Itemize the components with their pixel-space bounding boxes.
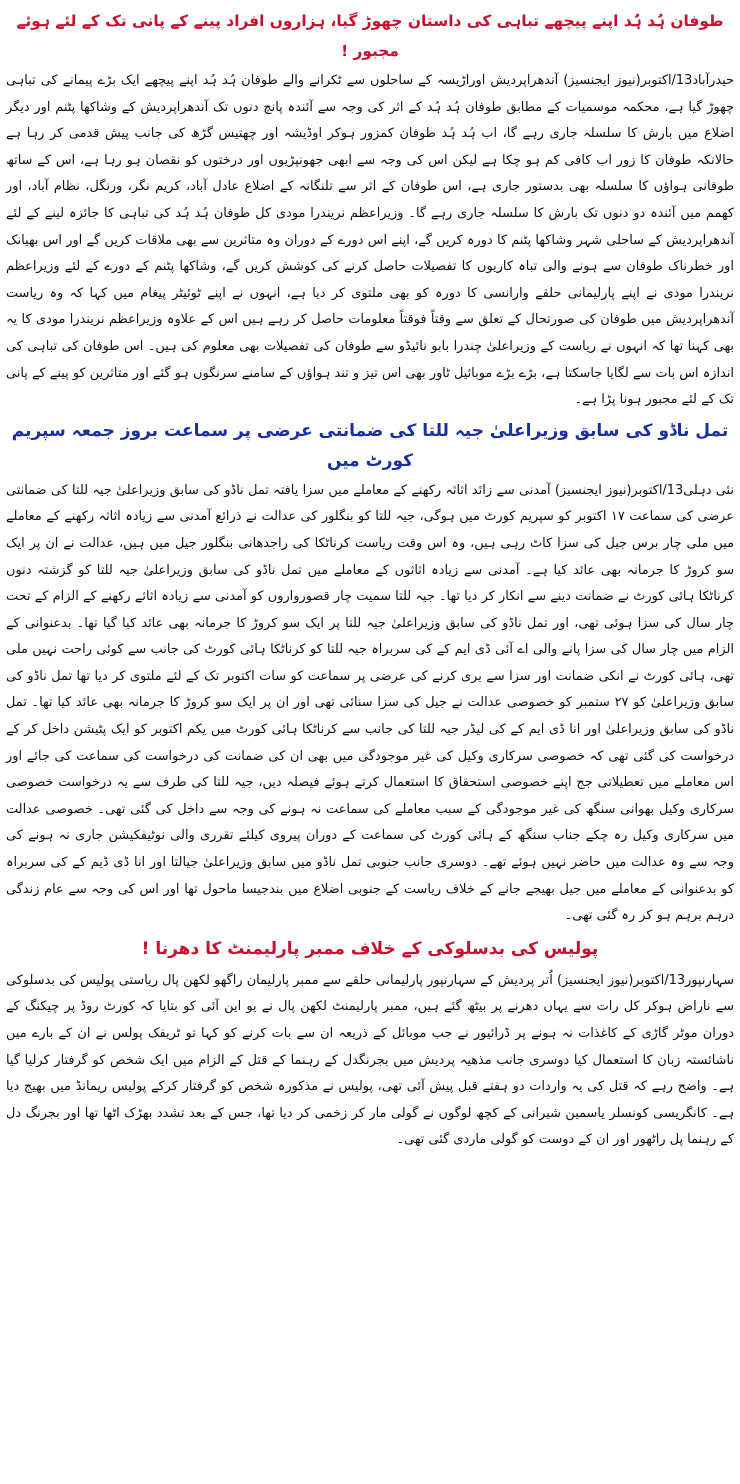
headline-jayalalitha-bail-hearing: تمل ناڈو کی سابق وزیراعلیٰ جیہ للتا کی ضمانتی عرضی پر سماعت بروز جمعہ سپریم کورٹ میں (11, 420, 729, 471)
article-body-jayalalitha-bail-hearing: نئی دہلی13/اکتوبر(نیوز ایجنسیز) آمدنی سے زائد اثاثہ رکھنے کے معاملے میں سزا یافتہ تمل ناڈو کی سابق وزیراعلیٰ جیہ للتا کی ضمانتی عرضی کی سماعت ۱۷ اکتوبر کو سپریم کورٹ میں ہوگی، جیہ للتا کو بنگلور کی عدالت نے ذرائع آمدنی سے زیادہ اثاثہ رکھنے کے معاملے میں ملی چار برس جیل کی سزا کاٹ رہی ہیں، وہ اس وقت ریاست کرناٹکا کی راجدھانی بنگلور جیل میں ہیں، عدالت نے ان پر ایک سو کروڑ کا جرمانہ بھی عائد کیا ہے۔ آمدنی سے زیادہ اثاثوں کے معاملے میں تمل ناڈو کی سابق وزیراعلیٰ جیہ للتا کو گزشتہ دنوں کرناٹکا ہائی کورٹ نے ضمانت دینے سے انکار کر دیا تھا۔ جیہ للتا سمیت چار قصورواروں کو آمدنی سے زیادہ اثاثے رکھنے کے الزام کے تحت چار سال کی سزا ہوئی تھی، اور تمل ناڈو کی سابق وزیراعلیٰ جیہ للتا پر ایک سو کروڑ کا جرمانہ بھی عائد کیا گیا تھا۔ بدعنوانی کے الزام میں چار سال کی سزا پانے والی اے آئی ڈی ایم کے کی سربراہ جیہ للتا کو کرناٹکا ہائی کورٹ کی جانب سے کوئی راحت نہیں ملی تھی، ہائی کورٹ نے انکی ضمانت اور سزا سے بری کرنے کی عرضی پر سماعت کو سات اکتوبر تک کے لئے ملتوی کر دیا تھا تمل ناڈو کی سابق وزیراعلیٰ کو ۲۷ ستمبر کو خصوصی عدالت نے جیل کی سزا سنائی تھی اور ان پر ایک سو کروڑ کا جرمانہ بھی عائد کیا تھا۔ تمل ناڈو کی سابق وزیراعلیٰ اور انا ڈی ایم کے کی لیڈر جیہ للتا کی جانب سے کرناٹکا ہائی کورٹ میں یکم اکتوبر کو ایک پٹیشن داخل کر کے درخواست کی گئی تھی کہ خصوصی سرکاری وکیل کی غیر موجودگی میں بھی ان کی ضمانت کی درخواست کی سماعت کی جائے اور اس معاملے میں تعطیلاتی جج اپنے خصوصی استحقاق کا استعمال کرتے ہوئے فیصلہ دیں، جیہ للتا کی طرف سے یہ درخواست خصوصی سرکاری وکیل بھوانی سنگھ کی غیر موجودگی کے سبب معاملے کی سماعت نہ ہونے کی وجہ سے داخل کی گئی تھی۔ خصوصی عدالت میں سرکاری وکیل رہ چکے جناب سنگھ کے ہائی کورٹ کی سماعت کے دوران پیروی کیلئے تقرری والی نوٹیفکیشن جاری نہ ہونے کی وجہ سے وہ عدالت میں حاضر نہیں ہوئے تھے۔ دوسری جانب جنوبی تمل ناڈو میں سابق وزیراعلیٰ جیالتا اور انا ڈی ڈیم کے کی سربراہ کو بدعنوانی کے معاملے میں جیل بھیجے جانے کے خلاف ریاست کے جنوبی اضلاع میں بندجیسا ماحول تھا اور اس کی وجہ سے عام زندگی درہم برہم ہو کر رہ گئی تھی۔ (6, 482, 735, 924)
headline-mp-protest-police: پولیس کی بدسلوکی کے خلاف ممبر پارلیمنٹ کا دھرنا ! (141, 938, 599, 959)
article-body-mp-protest-police: سہارنپور13/اکتوبر(نیوز ایجنسیز) اُتر پردیش کے سہارنپور پارلیمانی حلقے سے ممبر پارلیمان راگھو لکھن پال ریاستی پولیس کی بدسلوکی سے ناراض ہوکر کل رات سے یہاں دھرنے پر بیٹھ گئے ہیں، ممبر پارلیمنٹ لکھن پال نے یو این آئی کو بتایا کہ کورٹ روڈ پر چیکنگ کے دوران موٹر گاڑی کے کاغذات نہ ہونے پر ڈرائیور نے جب موبائل کے ذریعہ ان سے بات کرنے کو کہا تو ٹریفک پولس نے ان کے بارے میں ناشائستہ زبان کا استعمال کیا دوسری جانب مذھیہ پردیش میں بجرنگدل کے رہنما کے قتل کے الزام میں ایک شخص کو گرفتار کرلیا گیا ہے۔ واضح رہے کہ قتل کی یہ واردات دو ہفتے قبل پیش آئی تھی، پولیس نے مذکورہ شخص کو گرفتار کرکے پولیس ریمانڈ میں بھیج دیا ہے۔ کانگریسی کونسلر یاسمین شیرانی کے کچھ لوگوں نے گولی مار کر زخمی کر دیا تھا، جس کے بعد تشدد بھڑک اٹھا تھا اور بجرنگ دل کے رہنما پل راٹھور اور ان کے دوست کو گولی ماردی گئی تھی۔ (6, 972, 734, 1148)
article-body-cyclone-hudhud: حیدرآباد13/اکتوبر(نیوز ایجنسیز) آندھراپردیش اوراڑیسہ کے ساحلوں سے ٹکرانے والے طوفان ہُد ہُد اپنے پیچھے ایک بڑے پیمانے کی تباہی چھوڑ گیا ہے، محکمہ موسمیات کے مطابق طوفان ہُد ہُد کے اثر کی وجہ سے آئندہ پانچ دنوں تک آندھراپردیش کے وشاکھا پٹنم اور دیگر اضلاع میں بارش کا سلسلہ جاری رہے گا، اب ہُد ہُد طوفان کمزور ہوکر اوڈیشہ اور چھتیس گڑھ کی جانب پیش قدمی کر رہا ہے حالانکہ طوفان کا زور اب کافی کم ہو چکا ہے لیکن اس کی وجہ سے ابھی جھونپڑیوں اور درختوں کو نقصان ہو رہا ہے، اس کے ساتھ طوفانی ہواؤں کا سلسلہ بھی بدستور جاری ہے، اس طوفان کے اثر سے تلنگانہ کے اضلاع عادل آباد، کریم نگر، ورنگل، نظام آباد، اور کھمم میں آئندہ دو دنوں تک بارش کا سلسلہ جاری رہے گا۔ وزیراعظم نریندرا مودی کل طوفان ہُد ہُد کی تباہی کا جائزہ لینے کے لئے آندھراپردیش کے ساحلی شہر وشاکھا پٹنم کا دورہ کریں گے، اپنے اس دورے کے دوران وہ متاثرین سے بھی ملاقات کریں گے اور اس بھیانک اور خطرناک طوفان سے ہونے والی تباہ کاریوں کا تفصیلات حاصل کرنے کی کوشش کریں گے، وشاکھا پٹنم کے دورے کے لئے وزیراعظم نریندرا مودی نے اپنے پارلیمانی حلقے وارانسی کا دورہ کو بھی ملتوی کر دیا ہے، انہوں نے اپنے ٹوئیٹر پیغام میں کہا کہ وہ ریاست آندھراپردیش میں طوفان کی صورتحال کے تعلق سے وقتاً فوقتاً معلومات حاصل کر رہے ہیں اس کے علاوہ وزیراعظم نریندرا مودی کا یہ بھی کہنا تھا کہ انہوں نے ریاست کے وزیراعلیٰ چندرا بابو نائیڈو سے طوفان کی تفصیلات بھی معلوم کی ہیں۔ اس طوفان کی تباہی کی اندازہ اس بات سے لگایا جاسکتا ہے، بڑے بڑے موبائیل ٹاور بھی اس تیز و تند ہواؤں کے سامنے سرنگوں ہو گئے اور متاثرین کو پینے کے پانی تک کے لئے مجبور ہونا پڑا ہے۔ (6, 73, 734, 408)
headline-cyclone-hudhud: طوفان ہُد ہُد اپنے پیچھے تباہی کی داستان چھوڑ گیا، ہزاروں افراد پینے کے پانی تک کے لئے ہوئے مجبور ! (16, 12, 724, 60)
